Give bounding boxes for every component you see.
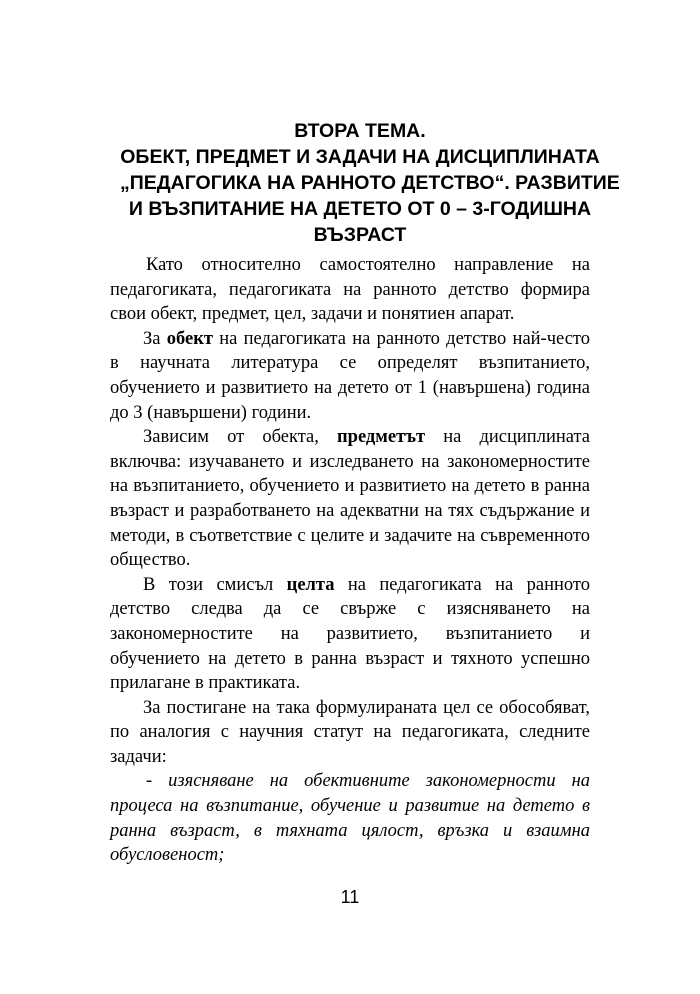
chapter-heading: [120, 118, 620, 248]
term-goal: целта: [286, 574, 335, 595]
paragraph-subject: [110, 425, 590, 573]
paragraph-goal: [110, 573, 590, 696]
paragraph-object: [110, 327, 590, 425]
paragraph-goal-post: на педагогиката на ранното детство следва да се свърже с изясняването на закономерностите на развитието, възпитанието и обучението на детето в ранна възраст и тяхното успешно прилагане в практиката.: [110, 574, 590, 694]
heading-line-3: „ПЕДАГОГИКА НА РАННОТО ДЕТСТВО“. РАЗВИТИЕ: [120, 172, 620, 194]
term-subject: предметът: [337, 427, 426, 448]
heading-line-2: ОБЕКТ, ПРЕДМЕТ И ЗАДАЧИ НА ДИСЦИПЛИНАТА: [120, 146, 600, 168]
paragraph-subject-post: на дисциплината включва: изучаването и изследването на закономерностите на възпитанието, обучението и развитието на детето в ранна възраст и разработването на адекватни на тях съдържание и методи, в съответствие с целите и задачите на съвременното общество.: [110, 427, 590, 571]
heading-line-4: И ВЪЗПИТАНИЕ НА ДЕТЕТО ОТ 0 – 3-ГОДИШНА: [128, 198, 592, 220]
paragraph-object-post: на педагогиката на ранното детство най-често в научната литература се определят възпитанието, обучението и развитието на детето от 1 (навършена) година до 3 (навършени) години.: [110, 328, 590, 423]
heading-line-1: ВТОРА ТЕМА.: [294, 120, 426, 142]
paragraph-subject-pre: Зависим от обекта,: [143, 427, 338, 448]
paragraph-goal-pre: В този смисъл: [143, 574, 287, 595]
list-item-task-1: - изясняване на обективните закономерности на процеса на възпитание, обучение и развитие на детето в ранна възраст, в тяхната цялост, връзка и взаимна обусловеност;: [110, 771, 590, 866]
heading-line-5: ВЪЗРАСТ: [313, 224, 407, 246]
paragraph-intro: Като относително самостоятелно направление на педагогиката, педагогиката на ранното детство формира свои обект, предмет, цел, задачи и понятиен апарат.: [110, 255, 590, 325]
paragraph-tasks-intro: За постигане на така формулираната цел се обособяват, по аналогия с научния статут на педагогиката, следните задачи:: [110, 697, 590, 767]
paragraph-object-pre: За: [143, 328, 167, 349]
term-object: обект: [166, 328, 213, 349]
page-number: 11: [340, 887, 360, 907]
body-text: [110, 253, 590, 868]
